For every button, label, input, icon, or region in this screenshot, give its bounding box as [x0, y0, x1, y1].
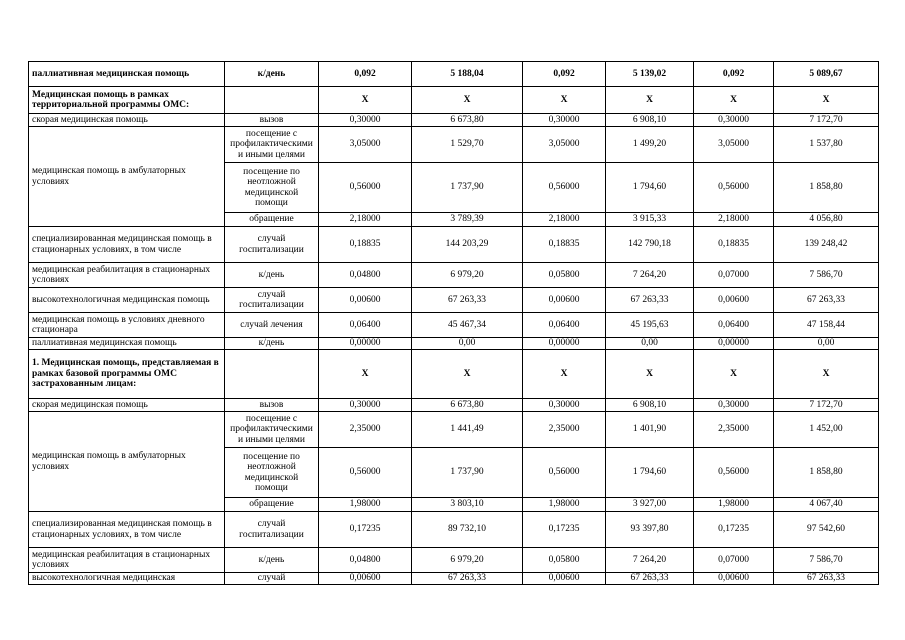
table-row	[29, 114, 879, 127]
unit-cell: случай госпитализации	[225, 512, 319, 548]
row-name-cell: медицинская помощь в амбулаторных условиях	[29, 412, 225, 512]
value-cell: 0,092	[694, 62, 774, 87]
value-cell: 7 264,20	[606, 263, 694, 288]
value-cell: 0,05800	[523, 548, 606, 573]
value-cell: 1,98000	[319, 498, 412, 512]
value-cell: 0,17235	[319, 512, 412, 548]
value-cell: 1 794,60	[606, 163, 694, 213]
value-cell: X	[694, 350, 774, 399]
value-cell: 89 732,10	[412, 512, 523, 548]
value-cell: 0,00600	[694, 288, 774, 313]
table-body	[29, 62, 879, 585]
table-row	[29, 227, 879, 263]
value-cell: 0,00600	[523, 573, 606, 585]
value-cell: X	[774, 87, 879, 114]
unit-cell: к/день	[225, 263, 319, 288]
value-cell: 6 673,80	[412, 399, 523, 412]
table-row	[29, 288, 879, 313]
value-cell: 0,06400	[319, 313, 412, 338]
value-cell: 1 529,70	[412, 127, 523, 163]
value-cell: 1 737,90	[412, 448, 523, 498]
value-cell: X	[606, 350, 694, 399]
value-cell: X	[606, 87, 694, 114]
value-cell: 6 908,10	[606, 399, 694, 412]
value-cell: 67 263,33	[774, 288, 879, 313]
row-name-cell: медицинская помощь в условиях дневного стационара	[29, 313, 225, 338]
unit-cell: вызов	[225, 114, 319, 127]
value-cell: 0,04800	[319, 263, 412, 288]
value-cell: 0,17235	[694, 512, 774, 548]
value-cell: 0,56000	[523, 163, 606, 213]
value-cell: 3 789,39	[412, 213, 523, 227]
value-cell: 6 673,80	[412, 114, 523, 127]
value-cell: 0,00600	[523, 288, 606, 313]
value-cell: 93 397,80	[606, 512, 694, 548]
value-cell: 0,092	[523, 62, 606, 87]
value-cell: 67 263,33	[606, 573, 694, 585]
value-cell: 4 067,40	[774, 498, 879, 512]
value-cell: 0,18835	[319, 227, 412, 263]
unit-cell: случай	[225, 573, 319, 585]
value-cell: 2,18000	[694, 213, 774, 227]
value-cell: 3 803,10	[412, 498, 523, 512]
value-cell: 139 248,42	[774, 227, 879, 263]
unit-cell: обращение	[225, 498, 319, 512]
value-cell: 1 737,90	[412, 163, 523, 213]
value-cell: 0,30000	[523, 114, 606, 127]
value-cell: 7 586,70	[774, 548, 879, 573]
row-name-cell: паллиативная медицинская помощь	[29, 338, 225, 350]
value-cell: 1 858,80	[774, 163, 879, 213]
value-cell: 0,00600	[319, 573, 412, 585]
value-cell: X	[412, 87, 523, 114]
table-row	[29, 412, 879, 448]
unit-cell: вызов	[225, 399, 319, 412]
value-cell: 67 263,33	[774, 573, 879, 585]
unit-cell: к/день	[225, 548, 319, 573]
row-name-cell: высокотехнологичная медицинская помощь	[29, 288, 225, 313]
table-row	[29, 512, 879, 548]
value-cell: 0,30000	[694, 399, 774, 412]
value-cell: 0,56000	[319, 163, 412, 213]
value-cell: 67 263,33	[606, 288, 694, 313]
value-cell: 47 158,44	[774, 313, 879, 338]
value-cell: X	[319, 87, 412, 114]
value-cell: 7 586,70	[774, 263, 879, 288]
value-cell: 3,05000	[694, 127, 774, 163]
value-cell: 0,30000	[319, 114, 412, 127]
value-cell: 0,04800	[319, 548, 412, 573]
value-cell: 0,06400	[694, 313, 774, 338]
value-cell: 1 537,80	[774, 127, 879, 163]
table-row	[29, 127, 879, 163]
value-cell: 1 441,49	[412, 412, 523, 448]
table-row	[29, 573, 879, 585]
value-cell: X	[774, 350, 879, 399]
table-row	[29, 350, 879, 399]
value-cell: 0,56000	[523, 448, 606, 498]
value-cell: 0,092	[319, 62, 412, 87]
value-cell: 67 263,33	[412, 573, 523, 585]
unit-cell: посещение по неотложной медицинской помощи	[225, 448, 319, 498]
value-cell: 6 908,10	[606, 114, 694, 127]
table-row	[29, 87, 879, 114]
unit-cell: к/день	[225, 62, 319, 87]
unit-cell: обращение	[225, 213, 319, 227]
value-cell: 2,35000	[523, 412, 606, 448]
value-cell: 7 264,20	[606, 548, 694, 573]
value-cell: X	[523, 350, 606, 399]
value-cell: 0,00600	[319, 288, 412, 313]
value-cell: 0,00	[774, 338, 879, 350]
value-cell: 0,06400	[523, 313, 606, 338]
value-cell: 0,56000	[694, 163, 774, 213]
table-row	[29, 548, 879, 573]
value-cell: 0,30000	[523, 399, 606, 412]
value-cell: 1 794,60	[606, 448, 694, 498]
table-row	[29, 263, 879, 288]
value-cell: 97 542,60	[774, 512, 879, 548]
unit-cell: посещение с профилактическими и иными целями	[225, 127, 319, 163]
value-cell: 3,05000	[523, 127, 606, 163]
value-cell: 142 790,18	[606, 227, 694, 263]
value-cell: 1,98000	[694, 498, 774, 512]
value-cell: 1 499,20	[606, 127, 694, 163]
value-cell: X	[694, 87, 774, 114]
value-cell: 0,00	[606, 338, 694, 350]
value-cell: 0,56000	[694, 448, 774, 498]
unit-cell	[225, 350, 319, 399]
value-cell: X	[412, 350, 523, 399]
row-name-cell: медицинская помощь в амбулаторных условиях	[29, 127, 225, 227]
unit-cell: случай лечения	[225, 313, 319, 338]
value-cell: 1 452,00	[774, 412, 879, 448]
table-row	[29, 62, 879, 87]
unit-cell: случай госпитализации	[225, 227, 319, 263]
row-name-cell: скорая медицинская помощь	[29, 114, 225, 127]
unit-cell: посещение с профилактическими и иными целями	[225, 412, 319, 448]
value-cell: 0,30000	[319, 399, 412, 412]
value-cell: 0,05800	[523, 263, 606, 288]
row-name-cell: паллиативная медицинская помощь	[29, 62, 225, 87]
value-cell: 0,07000	[694, 548, 774, 573]
value-cell: 1 858,80	[774, 448, 879, 498]
value-cell: 0,18835	[694, 227, 774, 263]
table-row	[29, 338, 879, 350]
value-cell: 0,00000	[523, 338, 606, 350]
value-cell: X	[319, 350, 412, 399]
value-cell: 2,18000	[523, 213, 606, 227]
value-cell: 1 401,90	[606, 412, 694, 448]
value-cell: 0,00000	[319, 338, 412, 350]
value-cell: 144 203,29	[412, 227, 523, 263]
row-name-cell: специализированная медицинская помощь в стационарных условиях, в том числе	[29, 512, 225, 548]
value-cell: 3 927,00	[606, 498, 694, 512]
row-name-cell: Медицинская помощь в рамках территориальной программы ОМС:	[29, 87, 225, 114]
value-cell: 0,00	[412, 338, 523, 350]
value-cell: X	[523, 87, 606, 114]
value-cell: 2,18000	[319, 213, 412, 227]
table-row	[29, 399, 879, 412]
row-name-cell: специализированная медицинская помощь в стационарных условиях, в том числе	[29, 227, 225, 263]
row-name-cell: скорая медицинская помощь	[29, 399, 225, 412]
row-name-cell: 1. Медицинская помощь, представляемая в рамках базовой программы ОМС застрахованным лицам:	[29, 350, 225, 399]
value-cell: 0,56000	[319, 448, 412, 498]
value-cell: 2,35000	[319, 412, 412, 448]
table-row	[29, 313, 879, 338]
value-cell: 1,98000	[523, 498, 606, 512]
value-cell: 6 979,20	[412, 548, 523, 573]
value-cell: 7 172,70	[774, 114, 879, 127]
unit-cell: к/день	[225, 338, 319, 350]
value-cell: 4 056,80	[774, 213, 879, 227]
value-cell: 0,00600	[694, 573, 774, 585]
row-name-cell: медицинская реабилитация в стационарных условиях	[29, 263, 225, 288]
unit-cell	[225, 87, 319, 114]
value-cell: 0,00000	[694, 338, 774, 350]
row-name-cell: медицинская реабилитация в стационарных условиях	[29, 548, 225, 573]
value-cell: 0,18835	[523, 227, 606, 263]
value-cell: 3 915,33	[606, 213, 694, 227]
unit-cell: посещение по неотложной медицинской помощи	[225, 163, 319, 213]
unit-cell: случай госпитализации	[225, 288, 319, 313]
value-cell: 0,07000	[694, 263, 774, 288]
value-cell: 45 195,63	[606, 313, 694, 338]
value-cell: 5 188,04	[412, 62, 523, 87]
value-cell: 67 263,33	[412, 288, 523, 313]
value-cell: 5 089,67	[774, 62, 879, 87]
row-name-cell: высокотехнологичная медицинская	[29, 573, 225, 585]
value-cell: 3,05000	[319, 127, 412, 163]
value-cell: 5 139,02	[606, 62, 694, 87]
value-cell: 6 979,20	[412, 263, 523, 288]
financing-norms-table	[28, 61, 879, 585]
value-cell: 7 172,70	[774, 399, 879, 412]
value-cell: 0,17235	[523, 512, 606, 548]
value-cell: 2,35000	[694, 412, 774, 448]
value-cell: 0,30000	[694, 114, 774, 127]
value-cell: 45 467,34	[412, 313, 523, 338]
